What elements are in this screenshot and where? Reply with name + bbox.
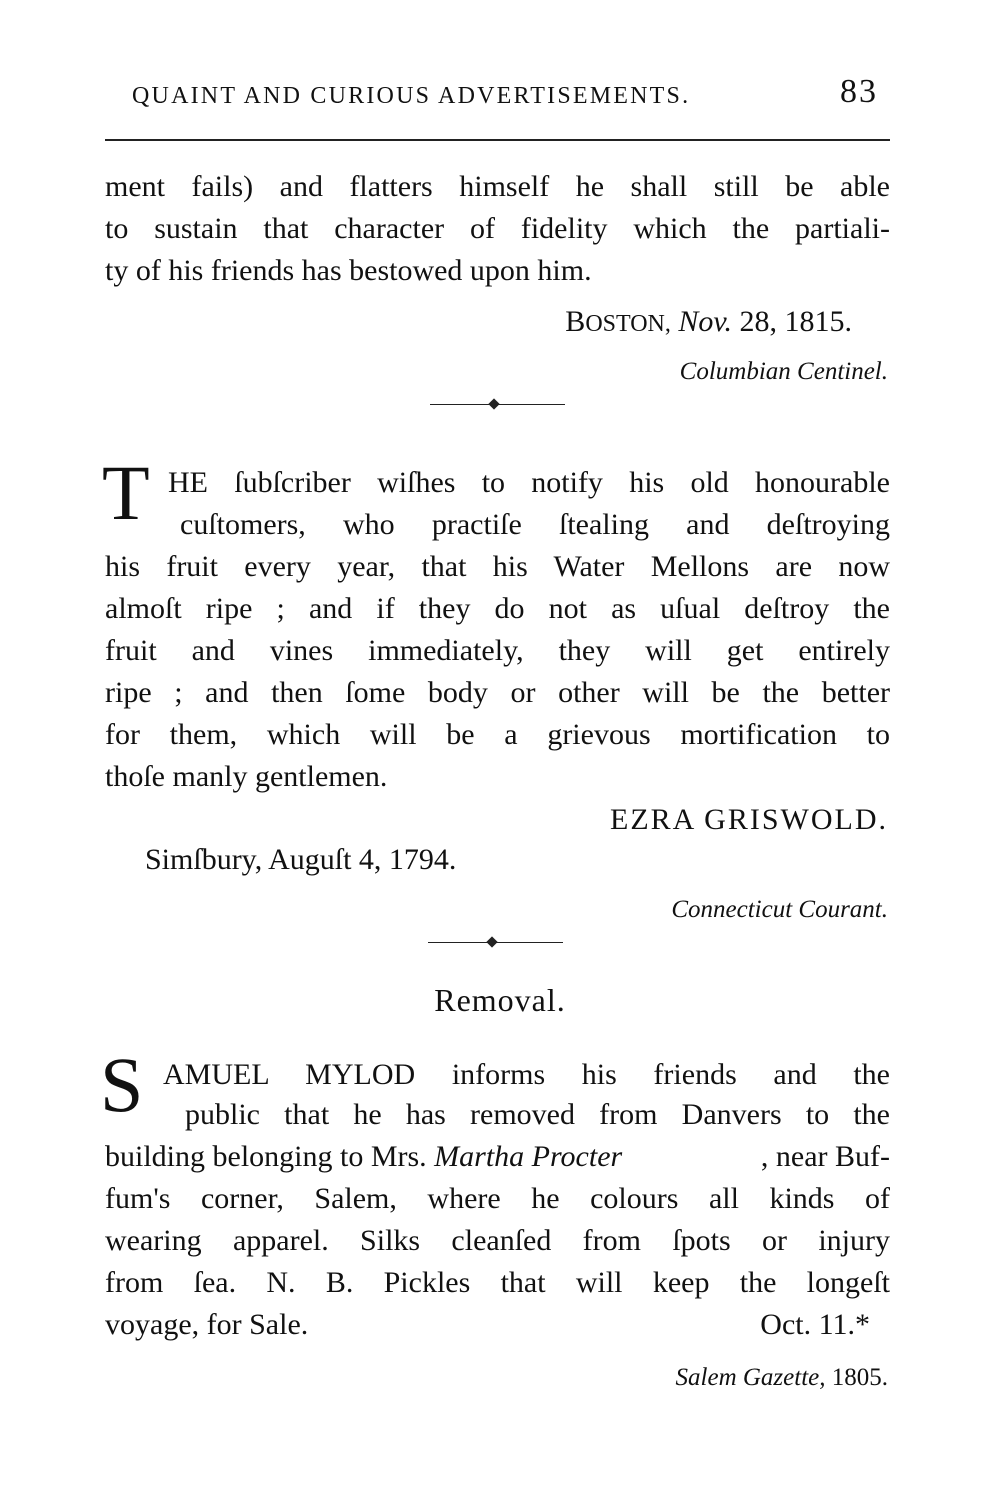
- dateline-place-initial: B: [565, 305, 586, 338]
- page-number: 83: [840, 73, 878, 110]
- ad-date: Oct. 11.*: [760, 1308, 870, 1341]
- text-line: cuſtomers, who practiſe ſtealing and deſtroying: [180, 508, 890, 541]
- text-line: ripe ; and then ſome body or other will be the better: [105, 676, 890, 709]
- dateline-month: Nov.: [678, 305, 732, 338]
- text-segment: , near Buf-: [760, 1140, 890, 1173]
- text-line: thoſe manly gentlemen.: [105, 760, 388, 793]
- dateline-place: OSTON,: [585, 311, 671, 337]
- source-year: 1805.: [825, 1364, 888, 1391]
- source-citation: Columbian Centinel.: [679, 358, 888, 385]
- text-line: ty of his friends has bestowed upon him.: [105, 254, 592, 287]
- text-line: fruit and vines immediately, they will get entirely: [105, 634, 890, 667]
- text-line: public that he has removed from Danvers to the: [185, 1098, 890, 1131]
- italic-name: Martha Procter: [434, 1140, 623, 1173]
- text-line: ment fails) and flatters himself he shall still be able: [105, 170, 890, 203]
- section-heading: Removal.: [434, 982, 566, 1018]
- text-line: from ſea. N. B. Pickles that will keep the longeſt: [105, 1266, 890, 1299]
- text-line: wearing apparel. Silks cleanſed from ſpots or injury: [105, 1224, 890, 1257]
- running-title: QUAINT AND CURIOUS ADVERTISEMENTS.: [132, 83, 691, 109]
- dateline: [400, 301, 852, 345]
- text-line: to sustain that character of fidelity which the partiali-: [105, 212, 890, 245]
- place-date: Simſbury, Auguſt 4, 1794.: [145, 843, 457, 876]
- text-line: HE ſubſcriber wiſhes to notify his old honourable: [168, 466, 890, 499]
- text-line: [105, 1136, 890, 1178]
- signature: EZRA GRISWOLD.: [610, 803, 888, 836]
- text-segment: building belonging to Mrs.: [105, 1140, 435, 1173]
- source-citation: [400, 1357, 888, 1399]
- ornament-divider: [430, 400, 565, 410]
- source-name: Salem Gazette,: [675, 1364, 826, 1391]
- text-line: AMUEL MYLOD informs his friends and the: [163, 1058, 890, 1091]
- dateline-date: 28, 1815.: [732, 305, 852, 338]
- drop-cap: T: [102, 449, 150, 536]
- text-line: for them, which will be a grievous mortification to: [105, 718, 890, 751]
- ornament-divider: [428, 938, 563, 948]
- source-citation: Connecticut Courant.: [671, 896, 888, 923]
- header-rule: [105, 139, 890, 141]
- drop-cap: S: [100, 1041, 144, 1128]
- text-line: almoſt ripe ; and if they do not as uſual deſtroy the: [105, 592, 890, 625]
- text-line: voyage, for Sale.: [105, 1308, 309, 1341]
- text-line: his fruit every year, that his Water Mellons are now: [105, 550, 890, 583]
- text-line: fum's corner, Salem, where he colours all kinds of: [105, 1182, 890, 1215]
